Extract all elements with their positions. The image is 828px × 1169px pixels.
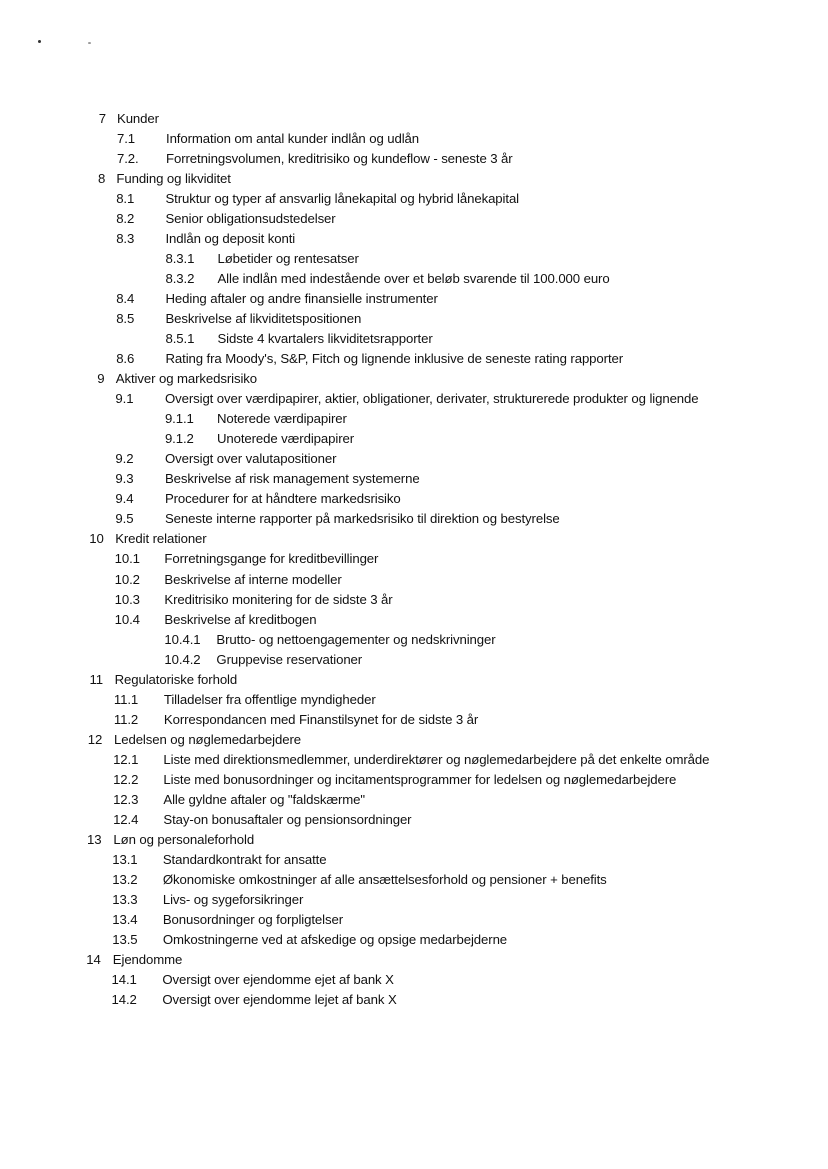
outline-item-text: Økonomiske omkostninger af alle ansættelsesforhold og pensioner + benefits <box>162 871 607 887</box>
outline-item-number: 13.2 <box>112 871 138 887</box>
outline-item <box>0 509 828 529</box>
outline-subitem <box>0 409 828 429</box>
outline-item-number: 12.1 <box>113 751 139 767</box>
outline-item-number: 11.2 <box>113 711 139 727</box>
outline-item-number: 8.3 <box>116 231 135 247</box>
outline-item-text: Omkostningerne ved at afskedige og opsige medarbejderne <box>162 931 508 947</box>
section-heading-text: Ledelsen og nøglemedarbejdere <box>114 731 301 747</box>
outline-item-number: 9.1 <box>115 391 134 407</box>
outline-subitem <box>0 650 828 670</box>
outline-subitem <box>0 249 828 269</box>
outline-item-number: 8.2 <box>116 211 135 227</box>
outline-item <box>0 549 828 569</box>
outline-item-number: 12.3 <box>113 791 139 807</box>
section-heading-number: 13 <box>87 831 102 847</box>
outline-item-text: Rating fra Moody's, S&P, Fitch og lignende inklusive de seneste rating rapporter <box>165 351 624 367</box>
section-heading <box>0 670 828 690</box>
outline-item <box>0 309 828 329</box>
outline-item <box>0 690 828 710</box>
section-heading <box>0 369 828 389</box>
section-heading-number: 11 <box>89 671 103 687</box>
section-heading-number: 9 <box>97 371 105 387</box>
section-heading-text: Regulatoriske forhold <box>114 671 238 687</box>
outline-item <box>0 890 828 910</box>
outline-item <box>0 790 828 810</box>
outline-item-text: Senior obligationsudstedelser <box>165 211 336 227</box>
outline-item-text: Oversigt over ejendomme lejet af bank X <box>162 991 397 1007</box>
outline-item <box>0 570 828 590</box>
section-heading <box>0 529 828 549</box>
outline-item-text: Liste med bonusordninger og incitamentsprogrammer for ledelsen og nøglemedarbejdere <box>163 771 677 787</box>
outline-item-text: Oversigt over ejendomme ejet af bank X <box>162 971 394 987</box>
outline-item-text: Forretningsvolumen, kreditrisiko og kundeflow - seneste 3 år <box>166 151 513 166</box>
section-heading <box>0 730 828 750</box>
outline-item-text: Alle gyldne aftaler og "faldskærme" <box>163 791 365 807</box>
section-heading-text: Kunder <box>117 111 159 126</box>
outline-subitem-text: Alle indlån med indestående over et beløb svarende til 100.000 euro <box>217 271 610 287</box>
section-heading <box>0 830 828 850</box>
outline-item <box>0 590 828 610</box>
outline-subitem <box>0 269 828 289</box>
outline-item-number: 12.4 <box>113 811 139 827</box>
outline-item-text: Forretningsgange for kreditbevillinger <box>164 551 379 567</box>
outline-item-number: 14.2 <box>111 991 137 1007</box>
outline-item-number: 13.5 <box>112 931 138 947</box>
outline-item-number: 10.2 <box>114 571 140 587</box>
outline-subitem-number: 8.3.2 <box>165 271 195 287</box>
outline-subitem <box>0 630 828 650</box>
section-heading-text: Funding og likviditet <box>116 171 231 187</box>
outline-item-number: 8.1 <box>116 191 135 207</box>
outline-item <box>0 770 828 790</box>
outline-item-text: Kreditrisiko monitering for de sidste 3 år <box>164 591 393 607</box>
outline-subitem-text: Brutto- og nettoengagementer og nedskrivninger <box>216 631 496 647</box>
outline-item-text: Liste med direktionsmedlemmer, underdirektører og nøglemedarbejdere på det enkelte område <box>163 751 710 767</box>
section-heading-number: 12 <box>87 731 103 747</box>
section-heading-number: 8 <box>98 171 106 187</box>
outline-item <box>0 610 828 630</box>
outline-item-number: 12.2 <box>113 771 139 787</box>
outline-item-number: 9.2 <box>115 451 134 467</box>
outline-item-number: 8.6 <box>116 351 135 367</box>
section-heading-text: Kredit relationer <box>115 531 207 547</box>
outline-subitem <box>0 429 828 449</box>
outline-item-text: Stay-on bonusaftaler og pensionsordninger <box>163 811 412 827</box>
outline-subitem-number: 8.3.1 <box>165 251 195 267</box>
outline-item <box>0 930 828 950</box>
section-heading-text: Ejendomme <box>112 951 183 967</box>
section-heading <box>0 169 828 189</box>
outline-item <box>0 910 828 930</box>
outline-item-number: 10.1 <box>114 551 140 567</box>
outline-item-text: Bonusordninger og forpligtelser <box>162 911 344 927</box>
outline-item <box>0 229 828 249</box>
section-heading-text: Løn og personaleforhold <box>113 831 255 847</box>
outline-item <box>0 469 828 489</box>
outline-item-number: 11.1 <box>113 691 139 707</box>
outline-item <box>0 349 828 369</box>
outline-subitem-text: Unoterede værdipapirer <box>216 431 355 447</box>
outline-item-number: 7.2. <box>117 151 139 166</box>
section-heading-number: 7 <box>98 111 106 126</box>
outline-item-number: 9.5 <box>115 511 134 527</box>
outline-item-number: 8.5 <box>116 311 135 327</box>
outline-item-number: 9.3 <box>115 471 134 487</box>
outline-item-number: 7.1 <box>117 131 136 146</box>
outline-item <box>0 149 828 169</box>
outline-item-number: 13.4 <box>112 911 138 927</box>
outline-item <box>0 449 828 469</box>
outline-subitem-text: Løbetider og rentesatser <box>217 251 359 267</box>
outline-item <box>0 970 828 990</box>
outline-item <box>0 850 828 870</box>
section-heading-number: 10 <box>89 531 104 547</box>
outline-subitem-number: 10.4.1 <box>164 631 201 647</box>
outline-subitem-number: 8.5.1 <box>165 331 195 347</box>
outline-item-text: Heding aftaler og andre finansielle instrumenter <box>165 291 438 307</box>
outline-item-text: Beskrivelse af risk management systemerne <box>164 471 420 487</box>
outline-item-text: Seneste interne rapporter på markedsrisiko til direktion og bestyrelse <box>164 511 560 527</box>
outline-item <box>0 750 828 770</box>
outline-item-text: Oversigt over valutapositioner <box>164 451 337 467</box>
outline-item <box>0 810 828 830</box>
outline-item <box>0 209 828 229</box>
outline-item-text: Procedurer for at håndtere markedsrisiko <box>164 491 401 507</box>
outline-subitem-text: Gruppevise reservationer <box>216 651 363 667</box>
outline-item <box>0 710 828 730</box>
outline-subitem <box>0 329 828 349</box>
outline-item <box>0 870 828 890</box>
outline-item-number: 13.1 <box>112 851 138 867</box>
section-heading-number: 14 <box>86 951 101 967</box>
outline-item-text: Struktur og typer af ansvarlig lånekapital og hybrid lånekapital <box>165 191 520 207</box>
outline-item-text: Tilladelser fra offentlige myndigheder <box>163 691 376 707</box>
outline-item <box>0 489 828 509</box>
outline-item <box>0 289 828 309</box>
outline-item-text: Standardkontrakt for ansatte <box>162 851 327 867</box>
outline-item-text: Beskrivelse af kreditbogen <box>164 611 317 627</box>
outline-item-number: 8.4 <box>116 291 135 307</box>
outline-item-text: Oversigt over værdipapirer, aktier, obligationer, derivater, strukturerede produkter og lignende <box>164 391 699 407</box>
outline-subitem-number: 10.4.2 <box>164 651 201 667</box>
outline-item <box>0 990 828 1010</box>
outline-item-text: Livs- og sygeforsikringer <box>162 891 304 907</box>
outline-item <box>0 129 828 149</box>
outline-item-number: 10.3 <box>114 591 140 607</box>
section-heading <box>0 950 828 970</box>
outline-item-number: 14.1 <box>111 971 137 987</box>
outline-item-number: 13.3 <box>112 891 138 907</box>
outline-item-text: Information om antal kunder indlån og udlån <box>166 131 420 146</box>
outline-item-text: Indlån og deposit konti <box>165 231 296 247</box>
outline-subitem-number: 9.1.1 <box>164 411 194 427</box>
outline-item <box>0 389 828 409</box>
outline-item <box>0 189 828 209</box>
section-heading-text: Aktiver og markedsrisiko <box>115 371 258 387</box>
outline-item-text: Beskrivelse af interne modeller <box>164 571 342 587</box>
section-heading <box>0 109 828 129</box>
outline-item-number: 9.4 <box>115 491 134 507</box>
outline-item-text: Korrespondancen med Finanstilsynet for de sidste 3 år <box>163 711 479 727</box>
outline-subitem-text: Noterede værdipapirer <box>216 411 347 427</box>
outline-item-number: 10.4 <box>114 611 140 627</box>
outline-subitem-number: 9.1.2 <box>164 431 194 447</box>
outline-item-text: Beskrivelse af likviditetspositionen <box>165 311 362 327</box>
outline-subitem-text: Sidste 4 kvartalers likviditetsrapporter <box>217 331 433 347</box>
